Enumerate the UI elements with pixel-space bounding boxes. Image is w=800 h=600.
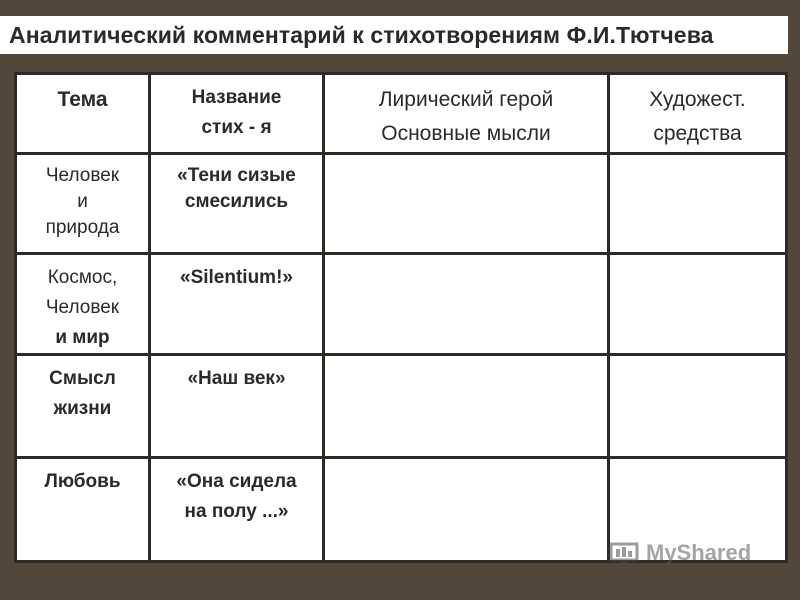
table-row bbox=[16, 355, 787, 458]
theme-cell: Человек и природа bbox=[16, 154, 150, 254]
poem-cell: «Silentium!» bbox=[150, 254, 324, 355]
watermark-text: MyShared bbox=[646, 540, 752, 565]
means-cell bbox=[609, 254, 787, 355]
title-bar bbox=[0, 16, 788, 54]
hero-cell bbox=[324, 154, 609, 254]
watermark bbox=[608, 537, 768, 573]
means-cell bbox=[609, 355, 787, 458]
table-row bbox=[16, 254, 787, 355]
slide-title: Аналитический комментарий к стихотворениям Ф.И.Тютчева bbox=[9, 22, 714, 48]
hero-cell bbox=[324, 355, 609, 458]
theme-cell: Космос, Человек и мир bbox=[16, 254, 150, 355]
analysis-table bbox=[14, 72, 788, 563]
header-art-means: Художест. средства bbox=[609, 74, 787, 154]
theme-cell: Любовь bbox=[16, 458, 150, 562]
means-cell bbox=[609, 154, 787, 254]
theme-cell: Смысл жизни bbox=[16, 355, 150, 458]
header-poem-title: Название стих - я bbox=[150, 74, 324, 154]
header-lyric-hero: Лирический герой Основные мысли bbox=[324, 74, 609, 154]
hero-cell bbox=[324, 458, 609, 562]
poem-cell: «Она сидела на полу ...» bbox=[150, 458, 324, 562]
poem-cell: «Тени сизые смесились bbox=[150, 154, 324, 254]
presentation-icon bbox=[608, 539, 640, 571]
hero-cell bbox=[324, 254, 609, 355]
header-row bbox=[16, 74, 787, 154]
table-row bbox=[16, 154, 787, 254]
header-theme: Тема bbox=[16, 74, 150, 154]
poem-cell: «Наш век» bbox=[150, 355, 324, 458]
